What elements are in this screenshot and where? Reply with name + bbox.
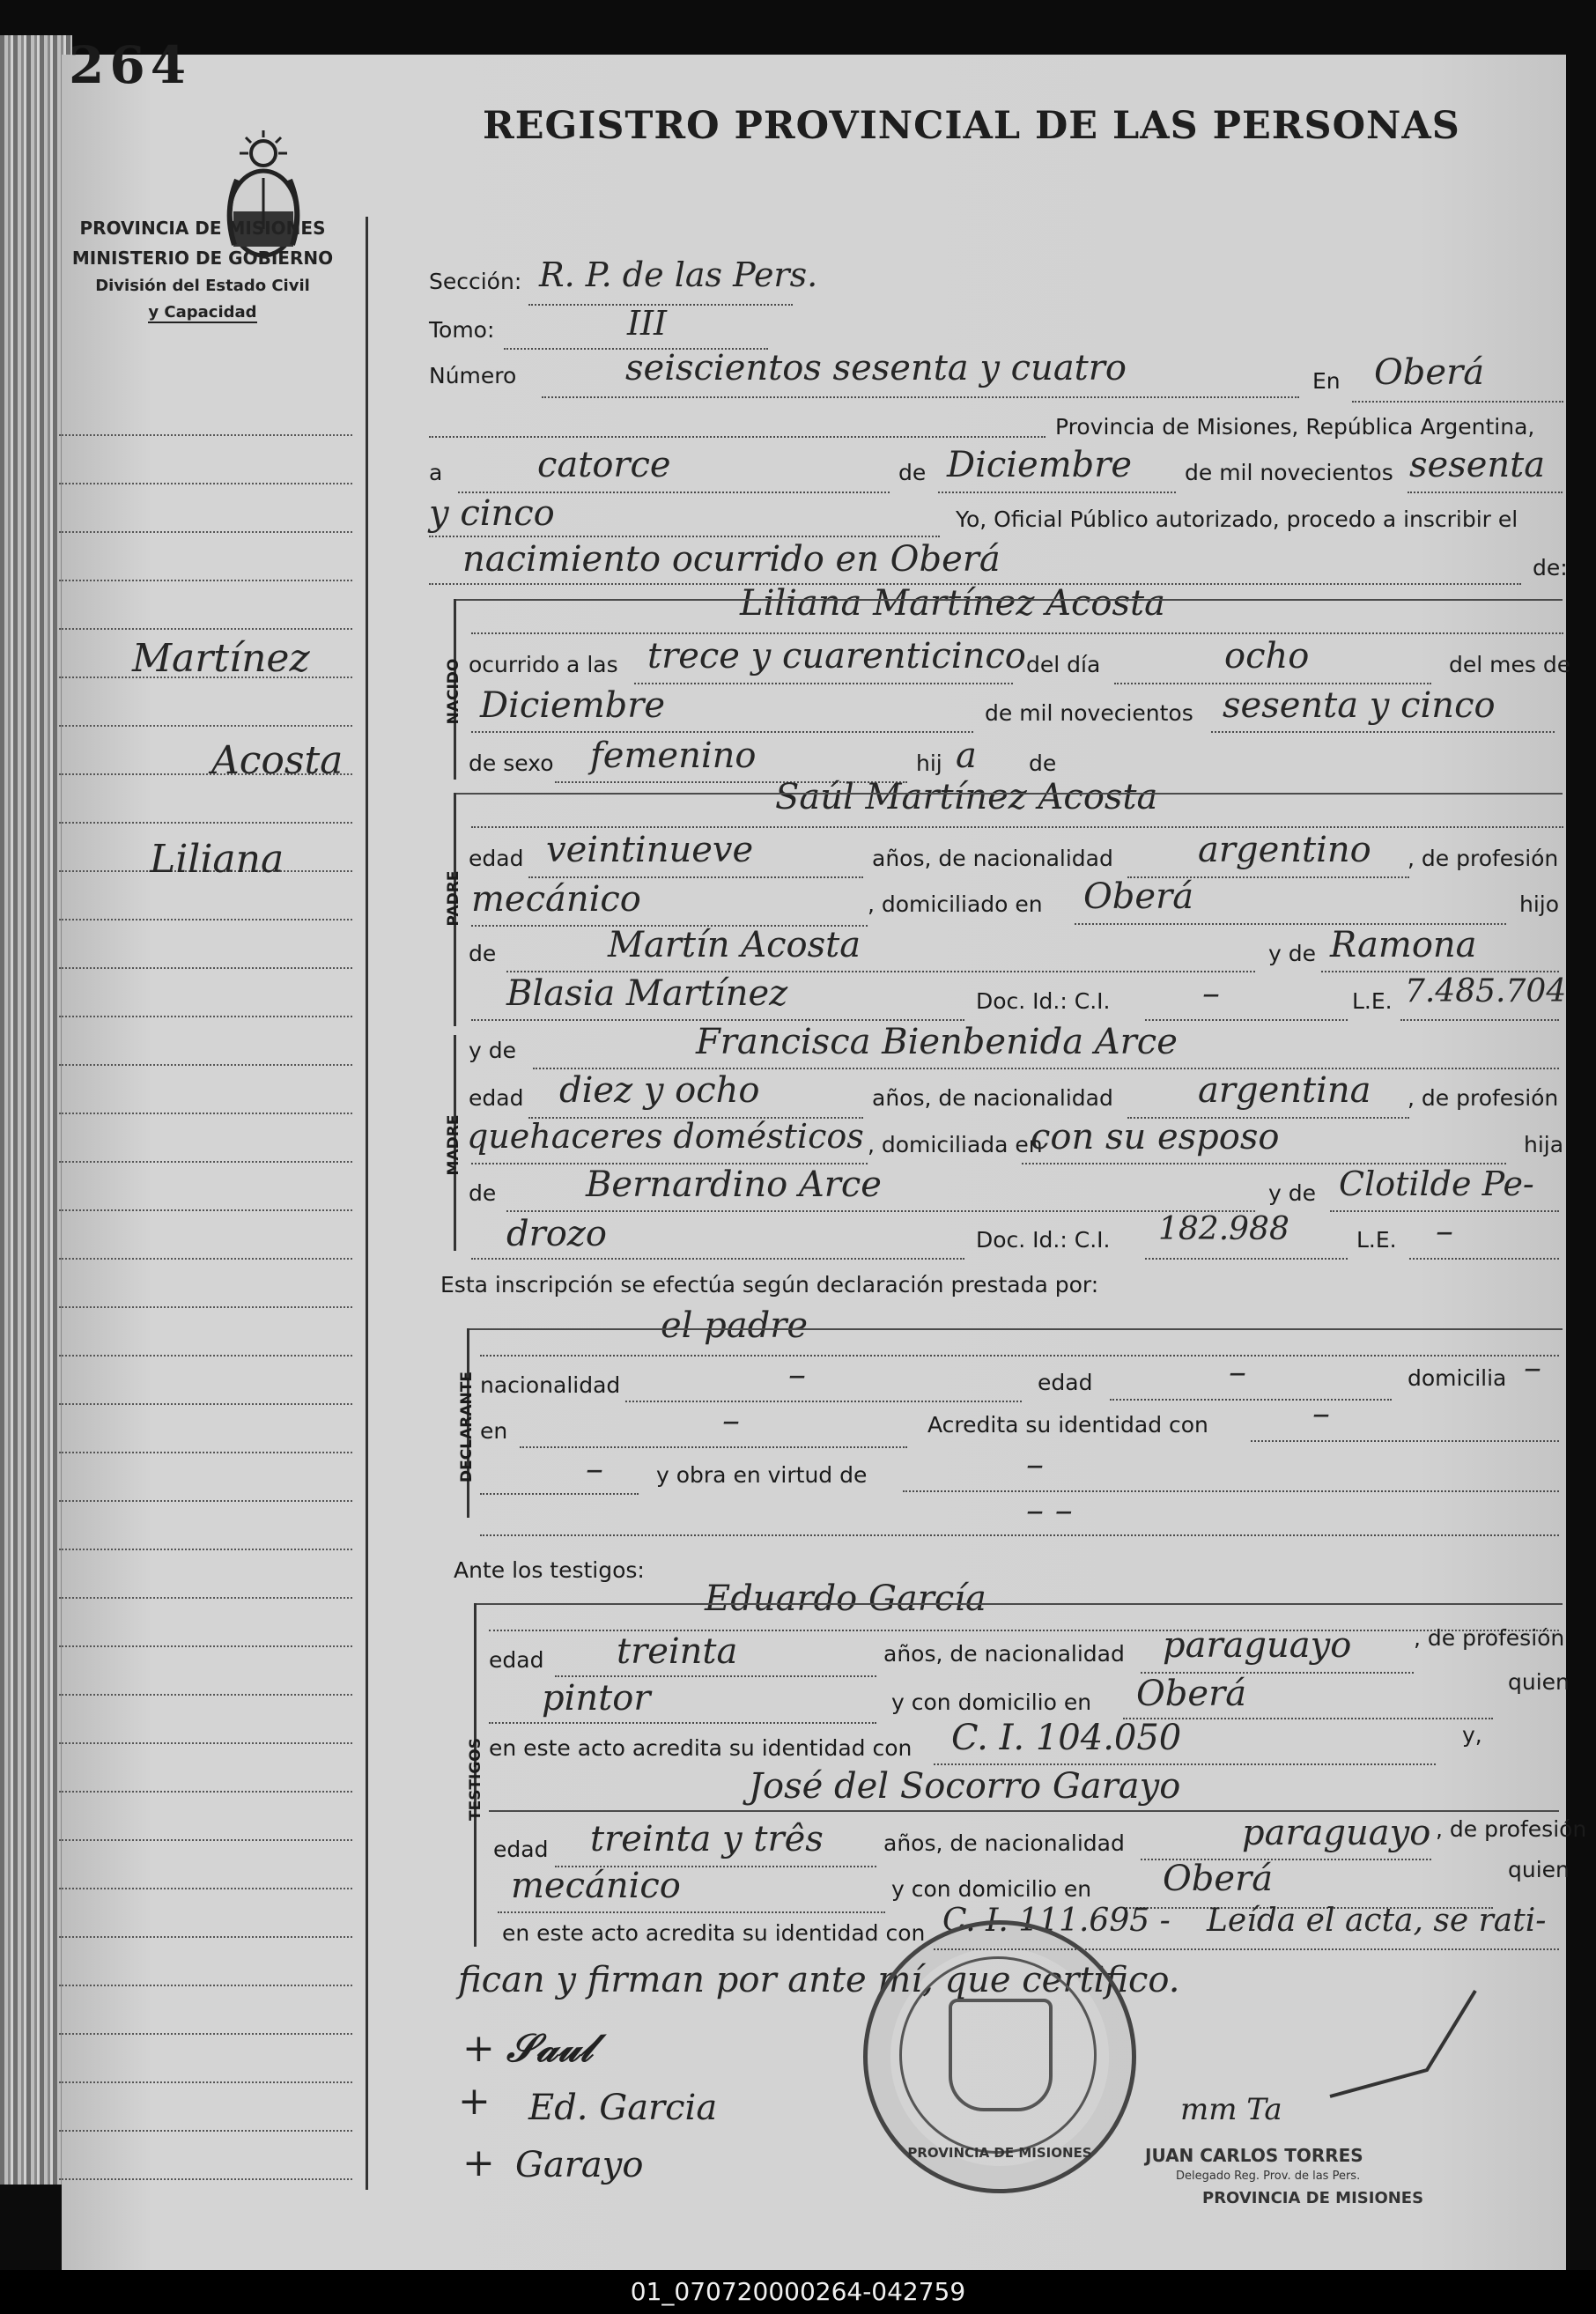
testigo-1-nac-label: años, de nacionalidad	[883, 1641, 1125, 1667]
padre-dom-label: , domiciliado en	[868, 891, 1043, 917]
declarante-obra: –	[1026, 1445, 1044, 1485]
madre-yde2-label: y de	[1268, 1180, 1316, 1206]
madre-doc-label: Doc. Id.: C.I.	[976, 1227, 1111, 1253]
margin-divider	[366, 217, 368, 2190]
testigo-1-edad-label: edad	[489, 1647, 544, 1673]
section-madre: MADRE	[445, 1114, 462, 1176]
signature-2: Ed. Garcia	[528, 2088, 718, 2128]
section-declarante: DECLARANTE	[458, 1371, 476, 1482]
declarante-nombre: el padre	[661, 1305, 809, 1346]
testigo-2-edad: treinta y três	[590, 1819, 824, 1859]
testigo-2-nac-label: años, de nacionalidad	[883, 1830, 1125, 1856]
padre-le: 7.485.704	[1405, 973, 1567, 1009]
testigo-1-prof: pintor	[542, 1678, 651, 1719]
testigo-1-acredita-label: en este acto acredita su identidad con	[489, 1735, 913, 1761]
sexo-value: femenino	[590, 736, 757, 776]
nacido-nombre: Liliana Martínez Acosta	[740, 583, 1165, 624]
testigo-2-dom-label: y con domicilio en	[891, 1876, 1092, 1902]
en-label: En	[1312, 368, 1341, 394]
padre-yde-label: y de	[1268, 941, 1316, 966]
folio-number: 264	[69, 35, 192, 95]
margin-surname-2: Acosta	[211, 738, 344, 783]
padre-edad: veintinueve	[546, 830, 754, 870]
signature-1: 𝒮𝒶𝓊𝓁	[506, 2026, 593, 2071]
testigo-1-id: C. I. 104.050	[951, 1718, 1182, 1758]
madre-hija-label: hija	[1524, 1132, 1564, 1157]
de-label: de	[898, 460, 927, 485]
nacido-mil-label: de mil novecientos	[985, 700, 1193, 726]
testigo-1-nombre: Eduardo García	[705, 1578, 986, 1619]
a-label: a	[429, 460, 443, 485]
declarante-en: –	[722, 1401, 740, 1441]
padre-nombre: Saúl Martínez Acosta	[775, 777, 1158, 817]
madre-de-label: de	[469, 1180, 497, 1206]
madre-nac-label: años, de nacionalidad	[872, 1085, 1113, 1111]
issuing-authority	[53, 213, 352, 326]
testigo-2-edad-label: edad	[493, 1837, 549, 1862]
seal-text: PROVINCIA DE MISIONES	[907, 2145, 1092, 2161]
testigo-1-prof-label: , de profesión	[1414, 1625, 1565, 1651]
madre-edad: diez y ocho	[559, 1070, 760, 1111]
padre-edad-label: edad	[469, 846, 524, 871]
tomo-label: Tomo:	[429, 317, 495, 343]
x-mark-2: +	[458, 2079, 491, 2124]
official-seal	[863, 1920, 1136, 2193]
section-padre: PADRE	[445, 870, 462, 927]
padre-doc-label: Doc. Id.: C.I.	[976, 988, 1111, 1014]
madre-profesion: quehaceres domésticos	[467, 1117, 864, 1156]
signature-flourish-icon	[1321, 1973, 1480, 2105]
testigo-2-nac: paraguayo	[1242, 1813, 1431, 1853]
testigo-2-prof: mecánico	[511, 1866, 681, 1906]
declarante-edad: –	[1229, 1352, 1246, 1393]
hij-suffix: a	[956, 736, 977, 776]
declarante-en-label: en	[480, 1418, 508, 1444]
padre-ci: –	[1202, 973, 1220, 1014]
madre-nacionalidad: argentina	[1198, 1070, 1371, 1111]
ocurrido-label: ocurrido a las	[469, 652, 618, 677]
section-testigos: TESTIGOS	[467, 1737, 484, 1822]
numero-value: seiscientos sesenta y cuatro	[625, 348, 1127, 388]
en-value: Oberá	[1374, 352, 1485, 393]
madre-le: –	[1436, 1211, 1453, 1252]
ministry-name: MINISTERIO DE GOBIERNO	[71, 248, 334, 269]
testigo-2-quien-label: quien	[1508, 1857, 1570, 1882]
nacido-de-label: de	[1029, 750, 1057, 776]
testigo-1-nac: paraguayo	[1163, 1625, 1352, 1666]
madre-madre-de-2: drozo	[506, 1214, 607, 1254]
testigo-2-prof-label: , de profesión	[1436, 1816, 1587, 1842]
testigo-1-quien-label: quien	[1508, 1669, 1570, 1695]
padre-madre-de-1: Ramona	[1330, 925, 1477, 965]
declarante-domicilia-label: domicilia	[1408, 1365, 1507, 1391]
x-mark-3: +	[462, 2140, 495, 2185]
testigo-1-edad: treinta	[617, 1631, 738, 1672]
declarante-acredita: –	[1312, 1394, 1330, 1434]
declarante-edad-label: edad	[1038, 1370, 1093, 1395]
seccion-label: Sección:	[429, 269, 522, 294]
testigo-1-dom: Oberá	[1136, 1674, 1247, 1714]
signature-3: Garayo	[515, 2145, 644, 2185]
testigo-2-nombre: José del Socorro Garayo	[749, 1766, 1181, 1807]
madre-nombre: Francisca Bienbenida Arce	[696, 1022, 1178, 1062]
mil-label: de mil novecientos	[1185, 460, 1393, 485]
del-mes-label: del mes de	[1449, 652, 1571, 677]
x-mark-1: +	[462, 2026, 495, 2071]
testigo-2-dom: Oberá	[1163, 1859, 1274, 1899]
padre-hijo-label: hijo	[1519, 891, 1560, 917]
margin-given-name: Liliana	[150, 837, 284, 882]
madre-domicilio: con su esposo	[1031, 1117, 1280, 1157]
seccion-value: R. P. de las Pers.	[539, 255, 818, 294]
yo-text: Yo, Oficial Público autorizado, procedo a inscribir el	[956, 506, 1518, 532]
nacido-mes: Diciembre	[480, 685, 666, 726]
padre-domicilio: Oberá	[1083, 876, 1194, 917]
testigos-intro: Ante los testigos:	[454, 1557, 645, 1583]
declarante-doc: –	[586, 1449, 603, 1490]
declarante-domicilia: –	[1524, 1348, 1541, 1388]
section-nacido: NACIDO	[445, 658, 462, 725]
mes-value: Diciembre	[947, 445, 1133, 485]
madre-edad-label: edad	[469, 1085, 524, 1111]
de-colon-label: de:	[1533, 555, 1568, 580]
tomo-value: III	[627, 304, 668, 343]
division-name-2: y Capacidad	[148, 303, 257, 322]
provincia-text: Provincia de Misiones, República Argentina,	[1055, 414, 1535, 440]
cierre-1: Leída el acta, se rati-	[1207, 1903, 1547, 1939]
declarante-obra-label: y obra en virtud de	[656, 1462, 868, 1488]
nacido-anio: sesenta y cinco	[1223, 685, 1496, 726]
padre-profesion: mecánico	[471, 879, 641, 920]
nacido-dia: ocho	[1224, 636, 1310, 676]
sexo-label: de sexo	[469, 750, 554, 776]
padre-padre-de: Martín Acosta	[608, 925, 861, 965]
division-name: División del Estado Civil	[95, 277, 310, 295]
padre-de-label: de	[469, 941, 497, 966]
testigo-1-y-label: y,	[1462, 1722, 1482, 1748]
signature-oficial: mm Ta	[1180, 2092, 1282, 2127]
madre-ci: 182.988	[1158, 1211, 1289, 1247]
hora-value: trece y cuarenticinco	[647, 636, 1026, 676]
image-id-footer: 01_070720000264-042759	[0, 2270, 1596, 2314]
madre-padre-de: Bernardino Arce	[586, 1164, 882, 1205]
cierre-2: fican y firman por ante mí, que certifico.	[458, 1960, 1180, 2000]
numero-label: Número	[429, 363, 517, 388]
testigo-1-dom-label: y con domicilio en	[891, 1689, 1092, 1715]
testigo-2-id: C. I. 111.695 -	[942, 1903, 1171, 1939]
province-name: PROVINCIA DE MISIONES	[79, 218, 326, 239]
madre-le-label: L.E.	[1356, 1227, 1397, 1253]
oficial-cargo: Delegado Reg. Prov. de las Pers.	[1176, 2170, 1361, 2183]
declarante-intro: Esta inscripción se efectúa según declaración prestada por:	[440, 1272, 1099, 1297]
del-dia-label: del día	[1026, 652, 1101, 677]
padre-madre-de-2: Blasia Martínez	[506, 973, 788, 1014]
padre-le-label: L.E.	[1352, 988, 1393, 1014]
testigo-2-acredita-label: en este acto acredita su identidad con	[502, 1920, 926, 1946]
document-title: REGISTRO PROVINCIAL DE LAS PERSONAS	[483, 104, 1460, 148]
anio-value-1: sesenta	[1409, 445, 1546, 485]
madre-dom-label: , domiciliada en	[868, 1132, 1043, 1157]
madre-yde-label: y de	[469, 1038, 516, 1063]
margin-surname-1: Martínez	[132, 636, 310, 681]
oficial-name: JUAN CARLOS TORRES	[1145, 2145, 1363, 2166]
declarante-nac-label: nacionalidad	[480, 1372, 621, 1398]
madre-prof-label: , de profesión	[1408, 1085, 1559, 1111]
hij-label: hij	[916, 750, 942, 776]
madre-madre-de-1: Clotilde Pe-	[1339, 1164, 1534, 1203]
oficial-provincia: PROVINCIA DE MISIONES	[1202, 2189, 1424, 2207]
declarante-extra: – –	[1026, 1490, 1073, 1531]
dia-value: catorce	[537, 445, 671, 485]
padre-nac-label: años, de nacionalidad	[872, 846, 1113, 871]
padre-prof-label: , de profesión	[1408, 846, 1559, 871]
acto-value: nacimiento ocurrido en Oberá	[462, 539, 1001, 580]
padre-nacionalidad: argentino	[1198, 830, 1371, 870]
anio-value-2: y cinco	[429, 493, 555, 534]
declarante-nac: –	[788, 1355, 806, 1395]
declarante-acredita-label: Acredita su identidad con	[927, 1412, 1208, 1438]
